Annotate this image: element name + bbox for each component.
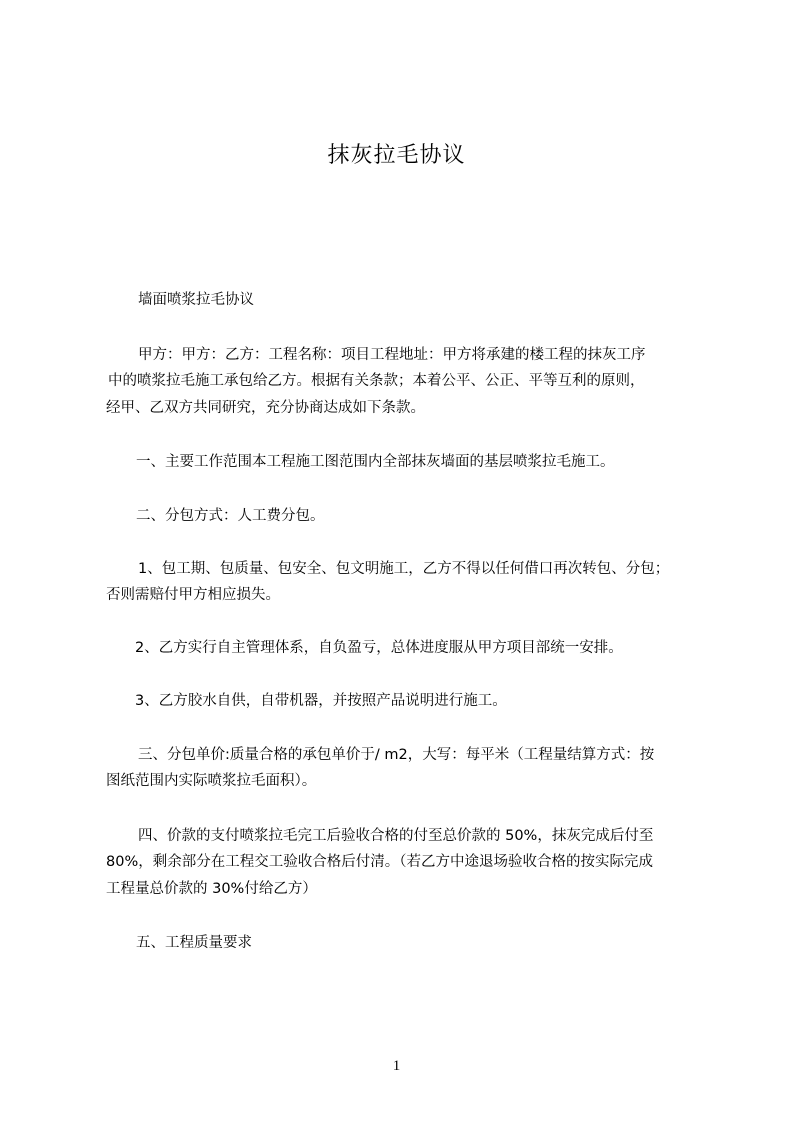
- page-number: 1: [392, 1058, 401, 1074]
- item-3-paragraph: 3、乙方胶水自供，自带机器，并按照产品说明进行施工。: [135, 693, 507, 709]
- section-2-paragraph: 二、分包方式：人工费分包。: [136, 508, 325, 524]
- section-3-line-1: 三、分包单价:质量合格的承包单价于/ m2，大写：每平米（工程量结算方式：按: [138, 747, 655, 763]
- document-title: 抹灰拉毛协议: [327, 143, 466, 168]
- section-5-heading: 五、工程质量要求: [136, 935, 252, 951]
- intro-line-3: 经甲、乙双方共同研究，充分协商达成如下条款。: [106, 400, 425, 416]
- section-4-line-3: 工程量总价款的 30%付给乙方）: [106, 881, 317, 897]
- section-1-paragraph: 一、主要工作范围本工程施工图范围内全部抹灰墙面的基层喷浆拉毛施工。: [136, 454, 615, 470]
- document-subtitle: 墙面喷浆拉毛协议: [138, 292, 254, 308]
- section-4-line-2: 80%，剩余部分在工程交工验收合格后付清。（若乙方中途退场验收合格的按实际完成: [106, 854, 653, 870]
- item-2-paragraph: 2、乙方实行自主管理体系，自负盈亏，总体进度服从甲方项目部统一安排。: [135, 640, 623, 656]
- intro-line-2: 中的喷浆拉毛施工承包给乙方。根据有关条款；本着公平、公正、平等互利的原则，: [108, 373, 645, 389]
- item-1-line-2: 否则需赔付甲方相应损失。: [106, 587, 280, 603]
- section-3-line-2: 图纸范围内实际喷浆拉毛面积）。: [106, 773, 317, 789]
- intro-line-1: 甲方：甲方：乙方：工程名称：项目工程地址：甲方将承建的楼工程的抹灰工序: [138, 347, 646, 363]
- section-4-line-1: 四、价款的支付喷浆拉毛完工后验收合格的付至总价款的 50%，抹灰完成后付至: [138, 828, 654, 844]
- item-1-line-1: 1、包工期、包质量、包安全、包文明施工，乙方不得以任何借口再次转包、分包；: [138, 561, 670, 577]
